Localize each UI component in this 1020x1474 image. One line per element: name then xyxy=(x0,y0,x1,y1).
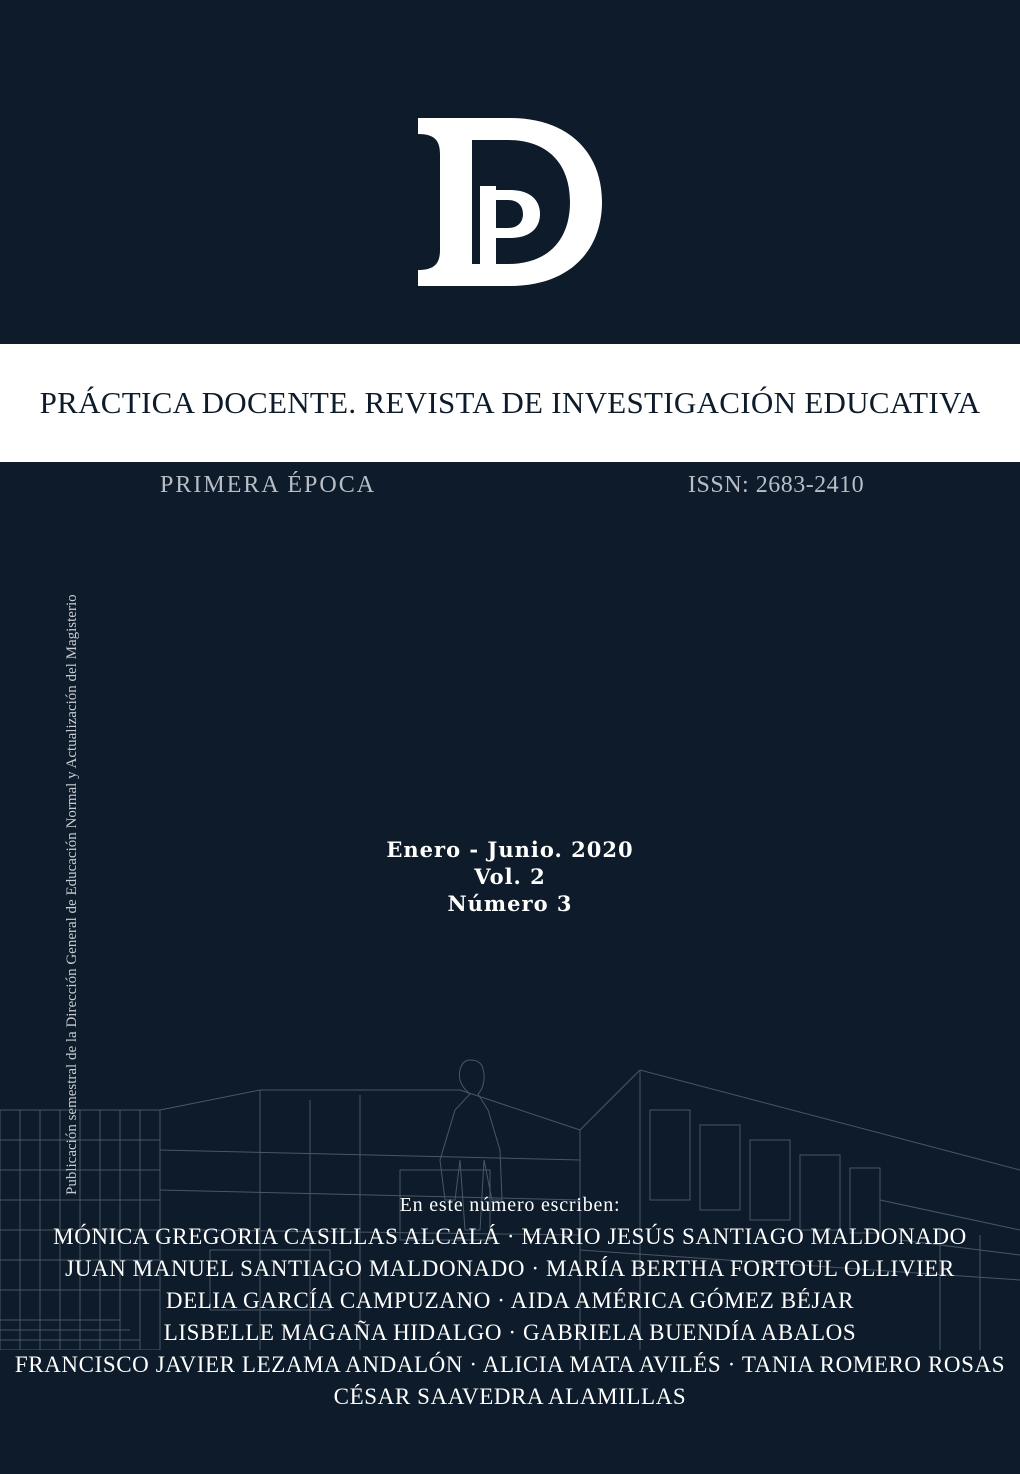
authors-heading: En este número escriben: xyxy=(399,1194,621,1216)
publisher-note: Publicación semestral de la Dirección General de Educación Normal y Actualización del Magisterio xyxy=(64,594,80,1195)
logo-p-stem xyxy=(480,186,496,268)
author-line: FRANCISCO JAVIER LEZAMA ANDALÓN · ALICIA MATA AVILÉS · TANIA ROMERO ROSAS xyxy=(14,1352,1006,1377)
title-band xyxy=(0,344,1020,462)
epoch-label: PRIMERA ÉPOCA xyxy=(160,472,377,498)
author-line: DELIA GARCÍA CAMPUZANO · AIDA AMÉRICA GÓMEZ BÉJAR xyxy=(165,1288,855,1313)
author-line: CÉSAR SAAVEDRA ALAMILLAS xyxy=(333,1384,687,1409)
journal-title: PRÁCTICA DOCENTE. REVISTA DE INVESTIGACIÓN EDUCATIVA xyxy=(39,385,981,420)
issue-period: Enero - Junio. 2020 xyxy=(386,837,634,862)
issue-number: Número 3 xyxy=(447,891,573,916)
dp-logo xyxy=(410,112,610,292)
issn-label: ISSN: 2683-2410 xyxy=(688,472,865,498)
author-line: MÓNICA GREGORIA CASILLAS ALCALÁ · MARIO JESÚS SANTIAGO MALDONADO xyxy=(53,1224,967,1249)
issue-info xyxy=(0,836,1020,917)
logo-d-shape xyxy=(418,118,602,286)
authors-section xyxy=(0,1194,1020,1413)
author-line: LISBELLE MAGAÑA HIDALGO · GABRIELA BUENDÍA ABALOS xyxy=(163,1320,857,1345)
author-line: JUAN MANUEL SANTIAGO MALDONADO · MARÍA BERTHA FORTOUL OLLIVIER xyxy=(65,1256,955,1281)
issue-volume: Vol. 2 xyxy=(474,864,546,889)
